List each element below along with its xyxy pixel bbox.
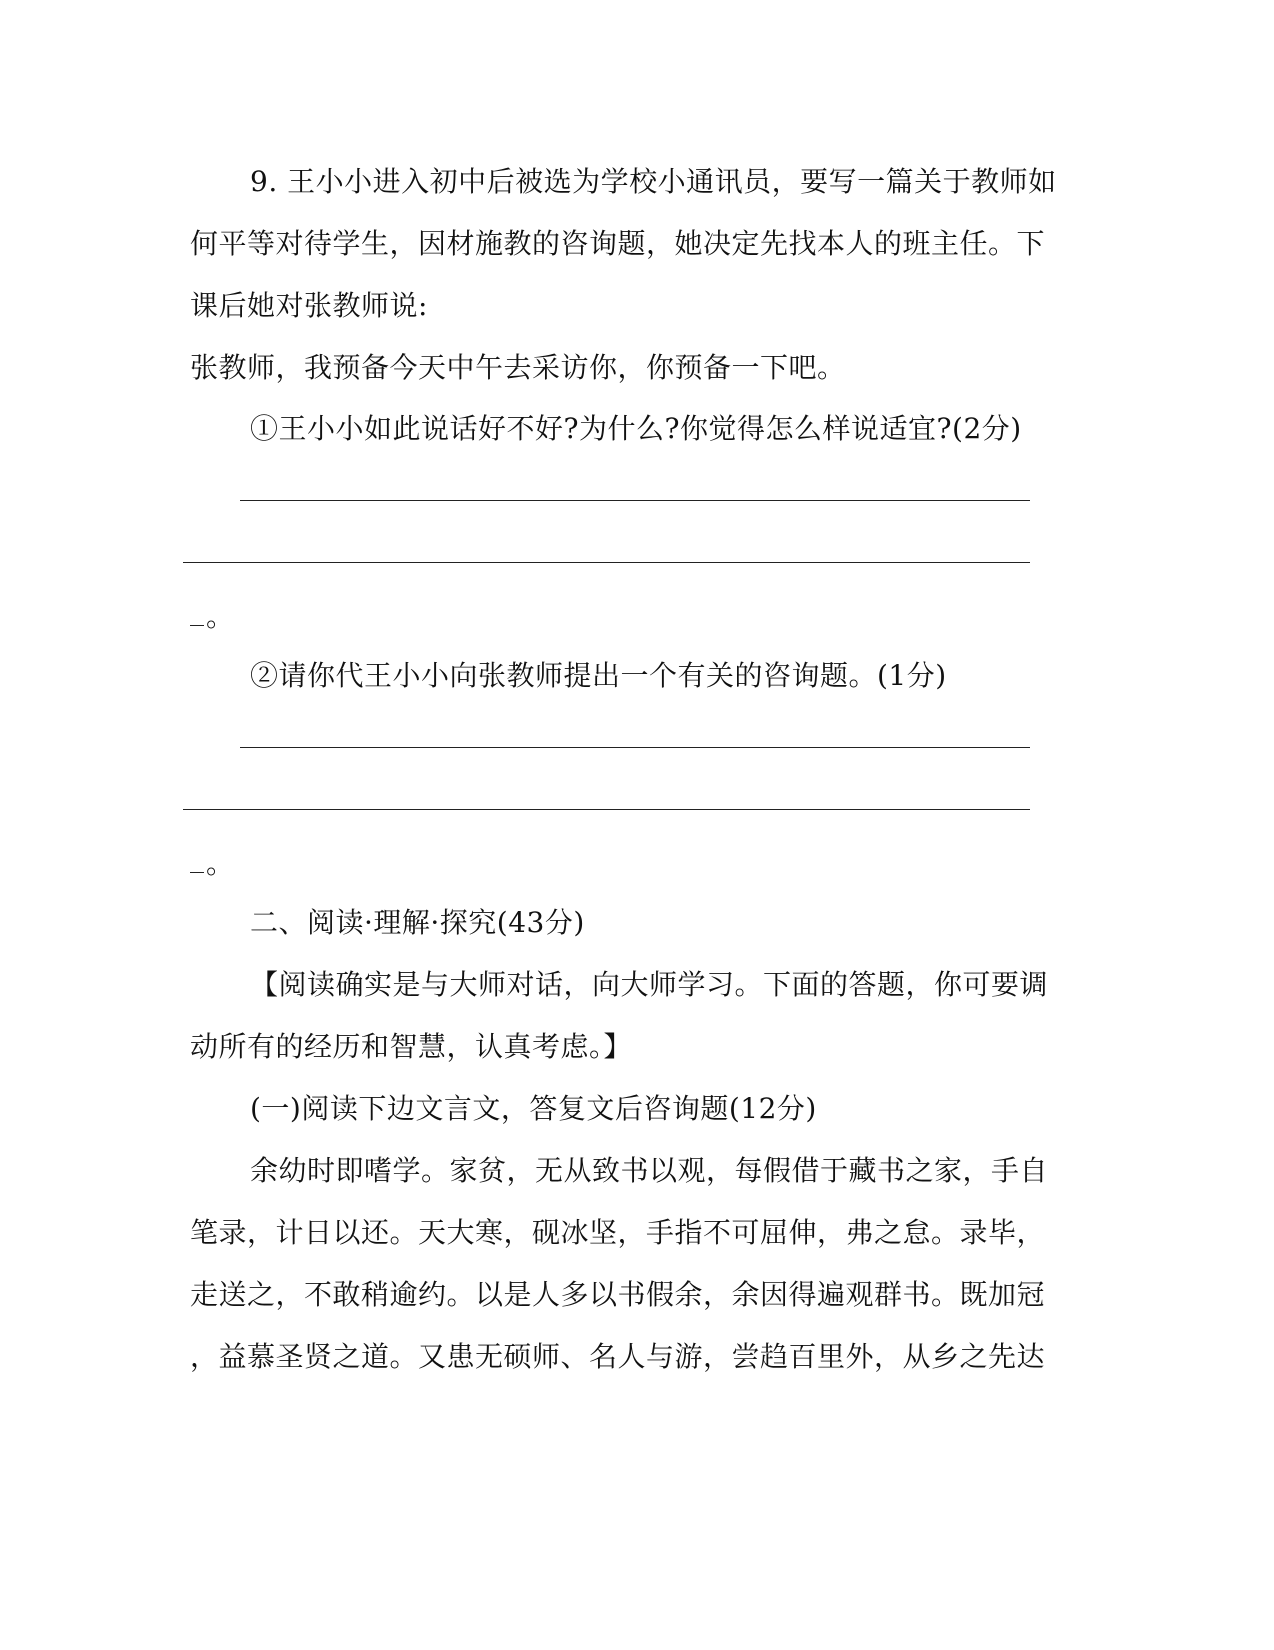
question-9-line-4: 张教师，我预备今天中午去采访你，你预备一下吧。: [190, 351, 846, 384]
passage-line: ，益慕圣贤之道。又患无硕师、名人与游，尝趋百里外，从乡之先达: [190, 1340, 1046, 1373]
question-9-line-2: 何平等对待学生，因材施教的咨询题，她决定先找本人的班主任。下: [190, 227, 1046, 260]
answer-blank-line[interactable]: [183, 562, 1030, 563]
question-9-line-3: 课后她对张教师说:: [190, 289, 428, 322]
part-1-heading: (一)阅读下边文言文，答复文后咨询题(12分): [250, 1092, 817, 1125]
section-2-intro-line-1: 【阅读确实是与大师对话，向大师学习。下面的答题，你可要调: [250, 968, 1049, 1001]
section-2-heading: 二、阅读·理解·探究(43分): [250, 906, 585, 939]
answer-blank-end: [190, 844, 234, 884]
period-mark: 。: [206, 600, 235, 633]
passage-line: 走送之，不敢稍逾约。以是人多以书假余，余因得遍观群书。既加冠: [190, 1278, 1046, 1311]
answer-blank-line[interactable]: [240, 747, 1030, 748]
answer-blank-stub[interactable]: [190, 597, 204, 626]
passage-line: 笔录，计日以还。天大寒，砚冰坚，手指不可屈伸，弗之怠。录毕，: [190, 1216, 1046, 1249]
section-2-intro-line-2: 动所有的经历和智慧，认真考虑。】: [190, 1030, 633, 1063]
answer-blank-line[interactable]: [183, 809, 1030, 810]
passage-line: 余幼时即嗜学。家贫，无从致书以观，每假借于藏书之家，手自: [250, 1154, 1049, 1187]
question-9-line-1: 9. 王小小进入初中后被选为学校小通讯员，要写一篇关于教师如: [250, 165, 1057, 198]
answer-blank-end: [190, 597, 234, 637]
period-mark: 。: [206, 847, 235, 880]
sub-question-2: ②请你代王小小向张教师提出一个有关的咨询题。(1分): [250, 659, 947, 692]
answer-blank-stub[interactable]: [190, 844, 204, 873]
answer-blank-line[interactable]: [240, 500, 1030, 501]
sub-question-1: ①王小小如此说话好不好?为什么?你觉得怎么样说适宜?(2分): [250, 412, 1022, 445]
